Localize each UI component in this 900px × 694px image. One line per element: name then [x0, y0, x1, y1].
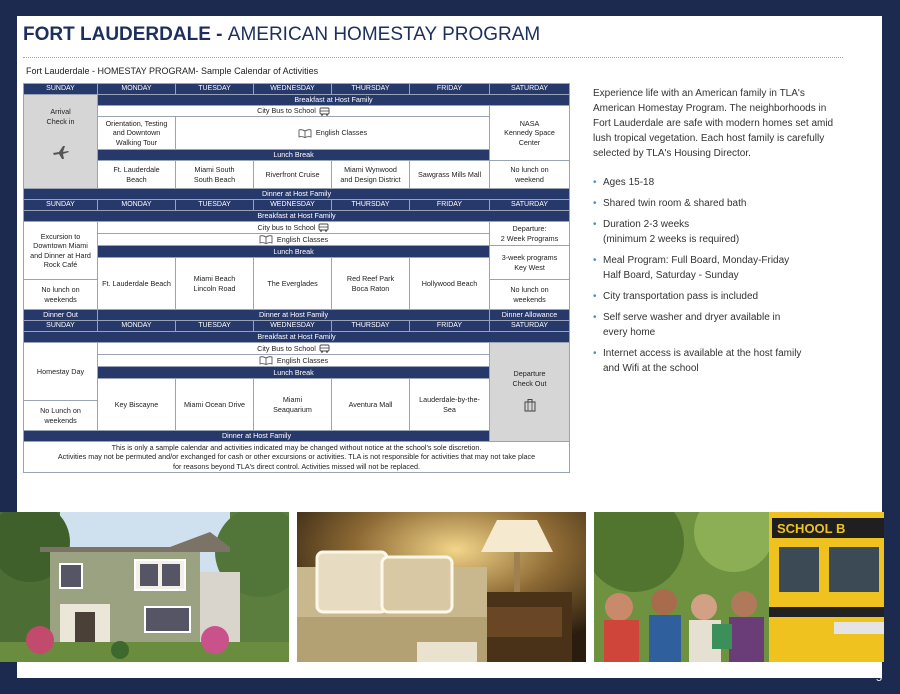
day-header-row — [24, 321, 570, 332]
airplane-icon — [52, 144, 70, 160]
feature-item: • Ages 15-18 — [593, 177, 655, 188]
departure-checkout-cell — [490, 343, 570, 442]
calendar-disclaimer: This is only a sample calendar and activities indicated may be changed without notice at the school's sole discretion. Activities may not be permuted and/or exchanged for cash or other excursions or activities. TLA is not responsible for activities that may not take place for reasons beyond TLA's direct control. Activities missed will not be replaced. — [24, 442, 570, 473]
luggage-icon — [523, 398, 537, 412]
house-photo — [0, 512, 289, 662]
day-header: MONDAY — [98, 84, 176, 95]
activity-cell: Miami Seaquarium — [254, 379, 332, 431]
day-header: WEDNESDAY — [254, 84, 332, 95]
page-title — [23, 24, 540, 46]
city-bus-row: City Bus to School — [98, 106, 490, 117]
day-header-row — [24, 84, 570, 95]
day-header: SUNDAY — [24, 321, 98, 332]
arrival-cell — [24, 95, 98, 189]
feature-item: • Duration 2-3 weeks (minimum 2 weeks is required) — [593, 219, 740, 245]
day-header: SATURDAY — [490, 84, 570, 95]
page-number: 5 — [876, 672, 883, 684]
activity-cell: Sawgrass Mills Mall — [410, 161, 490, 189]
day-header: WEDNESDAY — [254, 321, 332, 332]
day-header-row — [24, 200, 570, 211]
no-lunch-cell: No lunch on weekends — [24, 280, 98, 310]
day-header: THURSDAY — [332, 200, 410, 211]
activity-cell: Miami South South Beach — [176, 161, 254, 189]
day-header: SUNDAY — [24, 200, 98, 211]
feature-item: • Self serve washer and dryer available in every home — [593, 312, 781, 338]
key-west-cell: 3-week programs Key West — [490, 246, 570, 280]
feature-item: • Meal Program: Full Board, Monday-Friday Half Board, Saturday - Sunday — [593, 255, 790, 281]
activity-cell: Ft. Lauderdale Beach — [98, 161, 176, 189]
breakfast-band: Breakfast at Host Family — [24, 211, 570, 222]
bus-sign-text: SCHOOL B — [777, 521, 846, 536]
orientation-cell: Orientation, Testing and Downtown Walking Tour — [98, 117, 176, 150]
bullet-icon: • — [593, 198, 597, 209]
day-header: SUNDAY — [24, 84, 98, 95]
feature-item: • Shared twin room & shared bath — [593, 198, 747, 209]
city-bus-row: City Bus to School — [98, 343, 490, 355]
calendar-label: Fort Lauderdale - HOMESTAY PROGRAM- Sample Calendar of Activities — [26, 66, 319, 76]
activity-cell: Ft. Lauderdale Beach — [98, 258, 176, 310]
activity-cell: Miami Wynwood and Design District — [332, 161, 410, 189]
dinner-band: Dinner at Host Family — [24, 431, 490, 442]
school-bus-photo — [594, 512, 884, 662]
city-bus-row: City bus to School — [98, 222, 490, 234]
activity-cell: Hollywood Beach — [410, 258, 490, 310]
day-header: TUESDAY — [176, 200, 254, 211]
living-room-photo — [297, 512, 586, 662]
intro-text: Experience life with an American family in TLA's American Homestay Program. The neighborhoods in Fort Lauderdale are safe with modern homes set amid lush tropical vegetation. Each host family is carefully selected by TLA's Housing Director. — [593, 88, 834, 159]
bus-icon — [319, 344, 330, 353]
activity-cell: The Everglades — [254, 258, 332, 310]
day-header: FRIDAY — [410, 84, 490, 95]
english-classes-row: English Classes — [98, 234, 490, 246]
day-header: FRIDAY — [410, 321, 490, 332]
book-icon — [259, 235, 273, 244]
nasa-cell: NASA Kennedy Space Center — [490, 106, 570, 161]
day-header: MONDAY — [98, 321, 176, 332]
feature-item: • City transportation pass is included — [593, 291, 759, 302]
activity-cell: Miami Ocean Drive — [176, 379, 254, 431]
lunch-band: Lunch Break — [98, 150, 490, 161]
day-header: MONDAY — [98, 200, 176, 211]
day-header: TUESDAY — [176, 321, 254, 332]
day-header: THURSDAY — [332, 84, 410, 95]
bus-icon — [318, 223, 329, 232]
day-header: THURSDAY — [332, 321, 410, 332]
day-header: FRIDAY — [410, 200, 490, 211]
departure-2wk-cell: Departure: 2 Week Programs — [490, 222, 570, 246]
day-header: SATURDAY — [490, 321, 570, 332]
arrival-text: Arrival Check in — [46, 107, 75, 126]
activity-cell: Miami Beach Lincoln Road — [176, 258, 254, 310]
lunch-band: Lunch Break — [98, 367, 490, 379]
activity-cell: Riverfront Cruise — [254, 161, 332, 189]
bullet-icon: • — [593, 348, 597, 359]
english-classes-row: English Classes — [176, 117, 490, 150]
activity-cell: Lauderdale-by-the- Sea — [410, 379, 490, 431]
program-features-list — [593, 175, 843, 376]
breakfast-band: Breakfast at Host Family — [98, 95, 570, 106]
bullet-icon: • — [593, 312, 597, 323]
day-header: TUESDAY — [176, 84, 254, 95]
excursion-cell: Excursion to Downtown Miami and Dinner at Hard Rock Café — [24, 222, 98, 280]
dinner-band: Dinner at Host Family — [24, 189, 570, 200]
bullet-icon: • — [593, 255, 597, 266]
book-icon — [298, 129, 312, 138]
lunch-band: Lunch Break — [98, 246, 490, 258]
bullet-icon: • — [593, 291, 597, 302]
dinner-band: Dinner at Host Family — [98, 310, 490, 321]
dotted-divider — [23, 57, 843, 58]
title-light: AMERICAN HOMESTAY PROGRAM — [227, 24, 541, 45]
bullet-icon: • — [593, 177, 597, 188]
checkout-text: Departure Check Out — [512, 369, 547, 388]
homestay-day-cell: Homestay Day — [24, 343, 98, 401]
activity-calendar — [23, 83, 570, 473]
breakfast-band: Breakfast at Host Family — [24, 332, 570, 343]
english-classes-row: English Classes — [98, 355, 490, 367]
day-header: WEDNESDAY — [254, 200, 332, 211]
title-bold: FORT LAUDERDALE - — [23, 24, 228, 45]
bus-icon — [319, 107, 330, 116]
activity-cell: Key Biscayne — [98, 379, 176, 431]
activity-cell: Red Reef Park Boca Raton — [332, 258, 410, 310]
no-lunch-cell: No Lunch on weekends — [24, 401, 98, 431]
feature-item: • Internet access is available at the host family and Wifi at the school — [593, 348, 802, 374]
day-header: SATURDAY — [490, 200, 570, 211]
activity-cell: No lunch on weekend — [490, 161, 570, 189]
no-lunch-cell: No lunch on weekends — [490, 280, 570, 310]
book-icon — [259, 356, 273, 365]
dinner-allowance-cell: Dinner Allowance — [490, 310, 570, 321]
bullet-icon: • — [593, 219, 597, 230]
dinner-out-cell: Dinner Out — [24, 310, 98, 321]
activity-cell: Aventura Mall — [332, 379, 410, 431]
program-description — [593, 86, 843, 382]
